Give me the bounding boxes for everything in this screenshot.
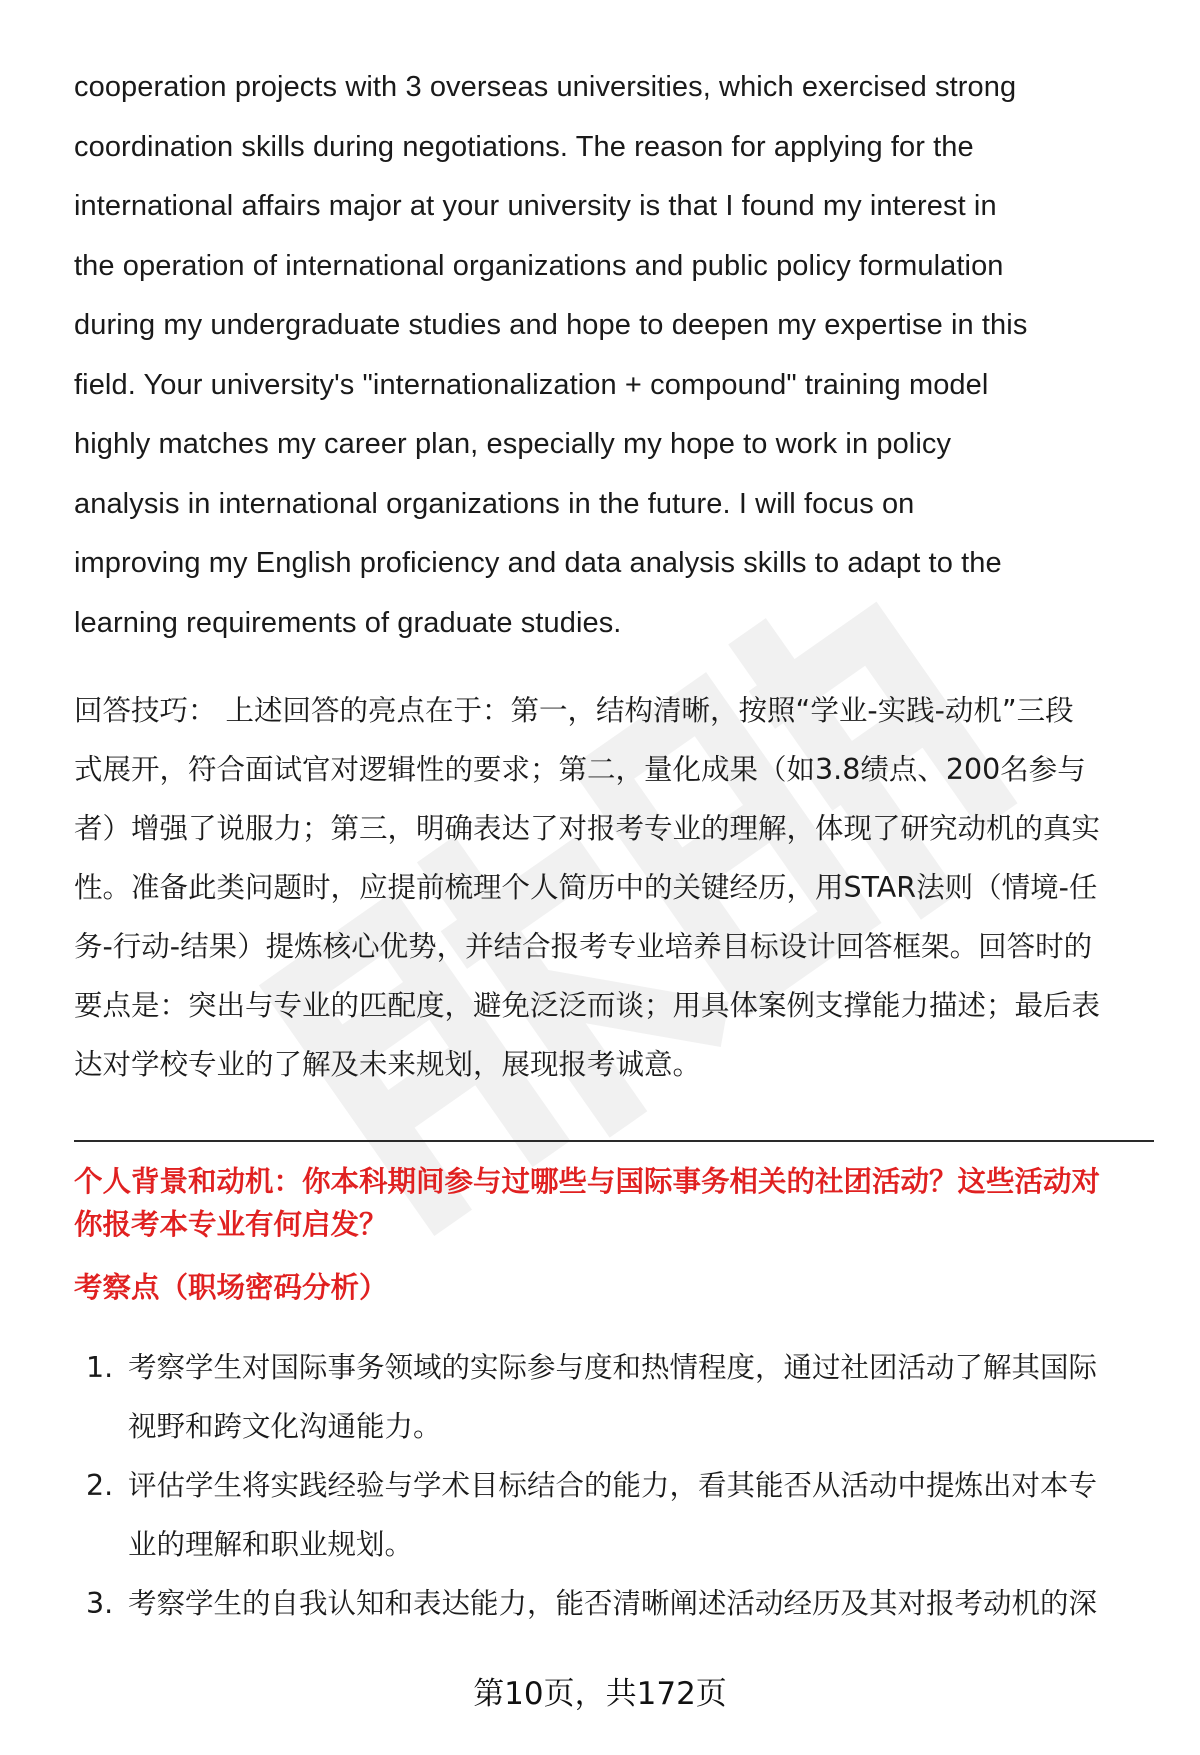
- answer-line: the operation of international organizations and public policy formulation: [74, 249, 1004, 282]
- answer-line: field. Your university's "internationalization + compound" training model: [74, 368, 989, 401]
- list-item: [74, 1574, 1154, 1633]
- answer-line: learning requirements of graduate studies.: [74, 606, 622, 639]
- answer-tips-paragraph: [74, 681, 1154, 1094]
- page-content: [74, 58, 1154, 1633]
- answer-line: during my undergraduate studies and hope to deepen my expertise in this: [74, 309, 1028, 341]
- assessment-points-list: [74, 1338, 1154, 1633]
- tips-line: 者）增强了说服力；第三，明确表达了对报考专业的理解，体现了研究动机的真实: [74, 812, 1101, 845]
- list-item-number: 2.: [86, 1469, 114, 1502]
- answer-paragraph: [74, 58, 1154, 653]
- question-line: 个人背景和动机：你本科期间参与过哪些与国际事务相关的社团活动？这些活动对: [74, 1165, 1101, 1198]
- list-item-line: 评估学生将实践经验与学术目标结合的能力，看其能否从活动中提炼出对本专: [128, 1469, 1098, 1502]
- assessment-points-heading: 考察点（职场密码分析）: [74, 1271, 388, 1304]
- tips-line: 务-行动-结果）提炼核心优势，并结合报考专业培养目标设计回答框架。回答时的: [74, 930, 1093, 963]
- tips-line: 达对学校专业的了解及未来规划，展现报考诚意。: [74, 1048, 702, 1081]
- tips-line: 要点是：突出与专业的匹配度，避免泛泛而谈；用具体案例支撑能力描述；最后表: [74, 989, 1101, 1022]
- question-line: 你报考本专业有何启发？: [74, 1208, 388, 1241]
- tips-line: 性。准备此类问题时，应提前梳理个人简历中的关键经历，用STAR法则（情境-任: [74, 871, 1098, 904]
- list-item: [74, 1338, 1154, 1456]
- list-item-line: 视野和跨文化沟通能力。: [128, 1410, 442, 1443]
- answer-line: cooperation projects with 3 overseas universities, which exercised strong: [74, 71, 1017, 103]
- tips-line: 回答技巧： 上述回答的亮点在于：第一，结构清晰，按照“学业-实践-动机”三段: [74, 694, 1074, 727]
- answer-line: improving my English proficiency and data analysis skills to adapt to the: [74, 547, 1002, 579]
- answer-line: highly matches my career plan, especially my hope to work in policy: [74, 428, 952, 460]
- section-divider: [74, 1140, 1154, 1142]
- answer-line: coordination skills during negotiations. The reason for applying for the: [74, 130, 974, 163]
- list-item-line: 业的理解和职业规划。: [128, 1528, 414, 1561]
- page-number-footer: 第10页，共172页: [473, 1676, 727, 1712]
- answer-line: international affairs major at your university is that I found my interest in: [74, 190, 997, 222]
- list-item-line: 考察学生对国际事务领域的实际参与度和热情程度，通过社团活动了解其国际: [128, 1351, 1098, 1384]
- list-item-number: 1.: [86, 1351, 114, 1384]
- list-item-number: 3.: [86, 1587, 114, 1620]
- question-heading: [74, 1160, 1154, 1246]
- list-item-line: 考察学生的自我认知和表达能力，能否清晰阐述活动经历及其对报考动机的深: [128, 1587, 1098, 1620]
- list-item: [74, 1456, 1154, 1574]
- tips-line: 式展开，符合面试官对逻辑性的要求；第二，量化成果（如3.8绩点、200名参与: [74, 753, 1086, 786]
- answer-line: analysis in international organizations in the future. I will focus on: [74, 487, 915, 520]
